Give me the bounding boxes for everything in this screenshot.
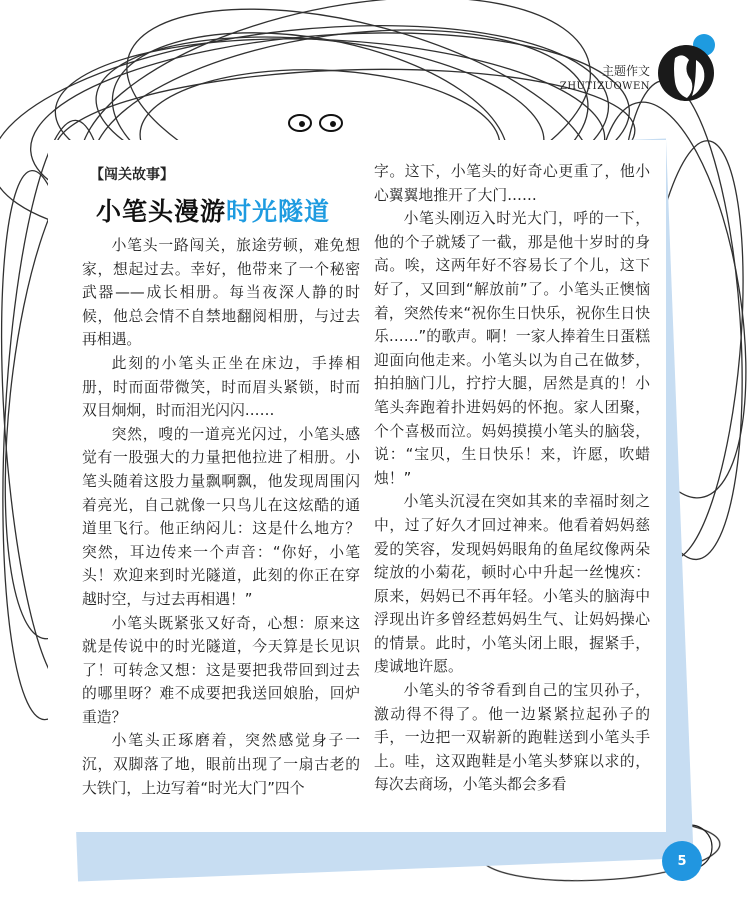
section-label <box>560 63 650 95</box>
story-tag: 【闯关故事】 <box>90 167 174 183</box>
paragraph: 小笔头的爷爷看到自己的宝贝孙子，激动得不得了。他一边紧紧拉起孙子的手，一边把一双崭新的跑鞋送到小笔头手上。哇，这双跑鞋是小笔头梦寐以求的，每次去商场，小笔头都会多看 <box>374 682 650 794</box>
article-title <box>96 192 330 228</box>
page-number: 5 <box>662 841 702 881</box>
left-column <box>82 234 360 800</box>
section-label-zh: 主题作文 <box>601 64 650 78</box>
right-column <box>374 160 650 797</box>
title-plain: 小笔头漫游 <box>96 197 227 226</box>
paragraph: 小笔头既紧张又好奇，心想：原来这就是传说中的时光隧道，今天算是长见识了！可转念又想：这是要把我带回到过去的哪里呀？难不成要把我送回娘胎，回炉重造？ <box>82 614 360 726</box>
paragraph: 小笔头一路闯关，旅途劳顿，难免想家，想起过去。幸好，他带来了一个秘密武器——成长相册。每当夜深人静的时候，他总会情不自禁地翻阅相册，与过去再相遇。 <box>82 237 360 349</box>
paragraph-continuation: 字。这下，小笔头的好奇心更重了，他小心翼翼地推开了大门…… <box>374 163 650 204</box>
paragraph: 此刻的小笔头正坐在床边，手捧相册，时而面带微笑，时而眉头紧锁，时而双目炯炯，时而泪光闪闪…… <box>82 354 360 420</box>
paragraph: 小笔头沉浸在突如其来的幸福时刻之中，过了好久才回过神来。他看着妈妈慈爱的笑容，发现妈妈眼角的鱼尾纹像两朵绽放的小菊花，顿时心中升起一丝愧疚：原来，妈妈已不再年轻。小笔头的脑海中浮现出许多曾经惹妈妈生气、让妈妈操心的情景。此时，小笔头闭上眼，握紧手，虔诚地许愿。 <box>374 493 650 676</box>
section-label-en: ZHUTIZUOWEN <box>559 81 650 92</box>
paragraph: 小笔头正琢磨着，突然感觉身子一沉，双脚落了地，眼前出现了一扇古老的大铁门，上边写着“时光大门”四个 <box>82 732 360 797</box>
paragraph: 小笔头刚迈入时光大门，呼的一下，他的个子就矮了一截，那是他十岁时的身高。唉，这两年好不容易长了个儿，这下好了，又回到“解放前”了。小笔头正懊恼着，突然传来“祝你生日快乐，祝你生日快乐……”的歌声。啊！一家人捧着生日蛋糕迎面向他走来。小笔头以为自己在做梦，拍拍脑门儿，拧拧大腿，居然是真的！小笔头奔跑着扑进妈妈的怀抱。家人团聚，个个喜极而泣。妈妈摸摸小笔头的脑袋，说：“宝贝，生日快乐！来，许愿，吹蜡烛！” <box>374 210 650 487</box>
title-highlight: 时光隧道 <box>226 197 331 226</box>
paragraph: 突然，嗖的一道亮光闪过，小笔头感觉有一股强大的力量把他拉进了相册。小笔头随着这股力量飘啊飘，他发现周围闪着亮光，自己就像一只鸟儿在这炫酷的通道里飞行。他正纳闷儿：这是什么地方？突然，耳边传来一个声音：“你好，小笔头！欢迎来到时光隧道，此刻的你正在穿越时空，与过去再相遇！” <box>82 425 360 608</box>
